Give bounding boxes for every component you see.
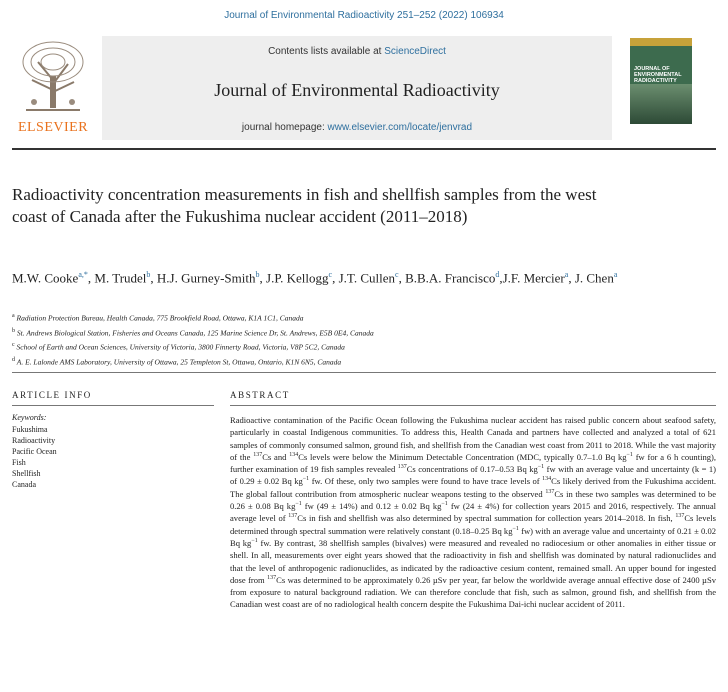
journal-cover-thumbnail[interactable] (630, 38, 692, 124)
abstract-run: fw for a 6 h counting), further examination of 19 fish samples revealed (230, 451, 716, 475)
abstract-superscript: −1 (302, 476, 310, 483)
author-name[interactable]: M. Trudel (94, 270, 147, 286)
author-separator: , (150, 270, 157, 286)
affiliation-text: Radiation Protection Bureau, Health Canada, 775 Brookfield Road, Ottawa, K1A 1C1, Canada (16, 313, 304, 323)
keywords-label: Keywords: (12, 413, 47, 422)
abstract-superscript: −1 (626, 452, 633, 459)
elsevier-logo[interactable] (12, 40, 94, 136)
affiliation-key: c (12, 342, 15, 348)
publisher-name: ELSEVIER (17, 120, 89, 135)
author-separator: , (499, 270, 503, 286)
elsevier-tree-icon (20, 40, 86, 112)
author-name[interactable]: J.F. Mercier (502, 270, 565, 286)
author-affiliation-mark[interactable]: c (395, 270, 399, 279)
abstract-superscript: 134 (289, 452, 299, 459)
abstract-superscript: −1 (251, 538, 258, 545)
abstract-run: Cs concentrations of 0.17–0.53 Bq kg (406, 464, 538, 475)
abstract-superscript: −1 (441, 501, 448, 508)
affiliation-item (12, 325, 652, 340)
abstract-superscript: 137 (675, 513, 685, 520)
abstract-run: fw (49 ± 14%) and 0.12 ± 0.02 Bq kg (301, 501, 442, 512)
author-separator: , (87, 270, 95, 286)
abstract-run: Cs likely derived from the Fukushima accident. The global fallout contribution from atmospheric nuclear weapons testing to the observed (230, 476, 716, 499)
author-affiliation-mark[interactable]: d (495, 270, 500, 279)
keyword-item: Fish (12, 458, 26, 467)
journal-info-box (102, 36, 612, 140)
journal-homepage-link[interactable]: www.elsevier.com/locate/jenvrad (327, 122, 473, 133)
article-info-rule (12, 405, 214, 406)
abstract-run: Cs levels were below the Minimum Detectable Concentration (MDC, typically 0.7–1.0 Bq kg (298, 451, 627, 462)
journal-title: Journal of Environmental Radioactivity (214, 80, 500, 100)
journal-masthead (12, 36, 716, 140)
affiliation-item (12, 339, 652, 354)
abstract-run: fw with an average value and uncertainty (k = 1) of 0.29 ± 0.02 Bq kg (230, 464, 716, 487)
abstract-run: Cs was determined to be approximately 0.26 µSv per year, far below the worldwide average annual effective dose of 2400 µSv from exposure to natural background radiation. We can therefore conclude that fish, such as salmon, ground fish, and shellfish from the Canadian west coast are of no radiological health concern despite the Fukushima Dai-ichi nuclear accident of 2011. (230, 574, 716, 610)
keyword-list (12, 424, 57, 490)
contents-line (102, 46, 612, 57)
cover-image (630, 84, 692, 124)
affiliation-text: A. E. Lalonde AMS Laboratory, University of Ottawa, 25 Templeton St, Ottawa, Ontario, K1N 6N5, Canada (16, 357, 342, 366)
author-affiliation-mark[interactable]: c (328, 270, 333, 279)
affiliation-key: a (12, 313, 15, 319)
abstract-superscript: −1 (295, 501, 302, 508)
author-separator: , (332, 270, 339, 286)
abstract-superscript: −1 (537, 464, 545, 471)
journal-reference[interactable]: Journal of Environmental Radioactivity 251–252 (2022) 106934 (224, 10, 504, 21)
cover-title: JOURNAL OF ENVIRONMENTAL RADIOACTIVITY (634, 66, 682, 84)
abstract-run: Cs and (262, 451, 290, 462)
keyword-item: Fukushima (12, 425, 48, 434)
article-info-heading: ARTICLE INFO (12, 390, 92, 400)
author-separator: , (259, 270, 267, 286)
abstract-run: fw. By contrast, 38 shellfish samples (bivalves) were measured and revealed no radiocesium or other anomalies in either tissue or shell. In all, measurements over eight years showed that the radioactivity in fish and shellfish was dominated by natural radionuclides and that the level of anthropogenic radionuclides, as indicated by the radioactive cesium content, remained small. An upper bound for ingested dose from (230, 537, 716, 585)
author-name[interactable]: M.W. Cooke (12, 270, 79, 286)
keyword-item: Radioactivity (12, 436, 56, 445)
author-affiliation-mark[interactable]: a,* (78, 270, 88, 279)
author-name[interactable]: B.B.A. Francisco (405, 270, 496, 286)
abstract-run: fw (24 ± 4%) for collection years 2015 and 2016, respectively. The annual average level of (230, 501, 716, 524)
author-affiliation-mark[interactable]: a (613, 270, 618, 279)
keyword-item: Canada (12, 480, 36, 489)
keyword-item: Pacific Ocean (12, 447, 57, 456)
abstract-superscript: 137 (545, 488, 555, 495)
abstract-run: Cs in fish and shellfish was also determined by spectral summation for collection years 2014–2018. In fish, (297, 513, 676, 524)
author-separator: , (398, 270, 406, 286)
keyword-item: Shellfish (12, 469, 41, 478)
abstract-superscript: 137 (397, 464, 407, 471)
abstract-run: fw. Of these, only two samples were found to have trace levels of (309, 476, 543, 487)
abstract-rule (230, 405, 716, 406)
sciencedirect-link[interactable]: ScienceDirect (384, 46, 446, 57)
affiliation-text: St. Andrews Biological Station, Fisheries and Oceans Canada, 125 Marine Science Dr, St. Andrews, E5B 0E4, Canada (16, 328, 374, 337)
abstract-superscript: 137 (288, 513, 298, 520)
author-affiliation-mark[interactable]: b (255, 270, 260, 279)
abstract-heading: ABSTRACT (230, 390, 290, 400)
author-name[interactable]: J. Chen (574, 270, 614, 286)
abstract-superscript: 137 (267, 575, 277, 582)
abstract-text (230, 414, 716, 611)
article-title: Radioactivity concentration measurements in fish and shellfish samples from the west coast of Canada after the Fukushima nuclear accident (2011–2018) (12, 185, 597, 226)
abstract-run: Cs in these two samples was determined to be 0.26 ± 0.08 Bq kg (230, 488, 716, 512)
homepage-prefix: journal homepage: (241, 122, 328, 133)
author-list (12, 266, 652, 287)
abstract-run: Cs levels determined through spectral summation were relatively constant (0.18–0.25 Bq kg (230, 513, 716, 536)
abstract-superscript: −1 (512, 525, 519, 532)
contents-prefix: Contents lists available at (268, 46, 385, 57)
abstract-superscript: 134 (542, 476, 552, 483)
cover-band (630, 38, 692, 46)
author-name[interactable]: J.P. Kellogg (266, 270, 329, 286)
abstract-run: fw) with an average value and uncertainty of 0.21 ± 0.02 Bq kg (230, 525, 716, 548)
affiliation-list (12, 310, 652, 368)
affiliation-key: b (12, 327, 15, 334)
affiliation-key: d (12, 356, 15, 363)
section-divider (12, 372, 716, 373)
affiliation-item (12, 310, 652, 325)
author-affiliation-mark[interactable]: a (564, 270, 569, 279)
author-affiliation-mark[interactable]: b (146, 270, 151, 279)
author-separator: , (568, 270, 575, 286)
affiliation-item (12, 354, 652, 369)
homepage-line (102, 122, 612, 133)
abstract-run: Radioactive contamination of the Pacific Ocean following the Fukushima nuclear accident has raised public concern about seafood safety, particularly in coastal Indigenous communities. To address this, Health Canada and partners have collected and analyzed a total of 621 samples of commonly consumed salmon, ground fish, and shellfish from the Canadian west coast from 2011 to 2018. While the vast majority of the (230, 415, 716, 462)
author-name[interactable]: J.T. Cullen (338, 270, 396, 286)
author-name[interactable]: H.J. Gurney-Smith (156, 270, 256, 286)
abstract-superscript: 137 (253, 452, 263, 459)
affiliation-text: School of Earth and Ocean Sciences, University of Victoria, 3800 Finnerty Road, Victoria, V8P 5C2, Canada (16, 342, 345, 352)
header-divider (12, 148, 716, 150)
